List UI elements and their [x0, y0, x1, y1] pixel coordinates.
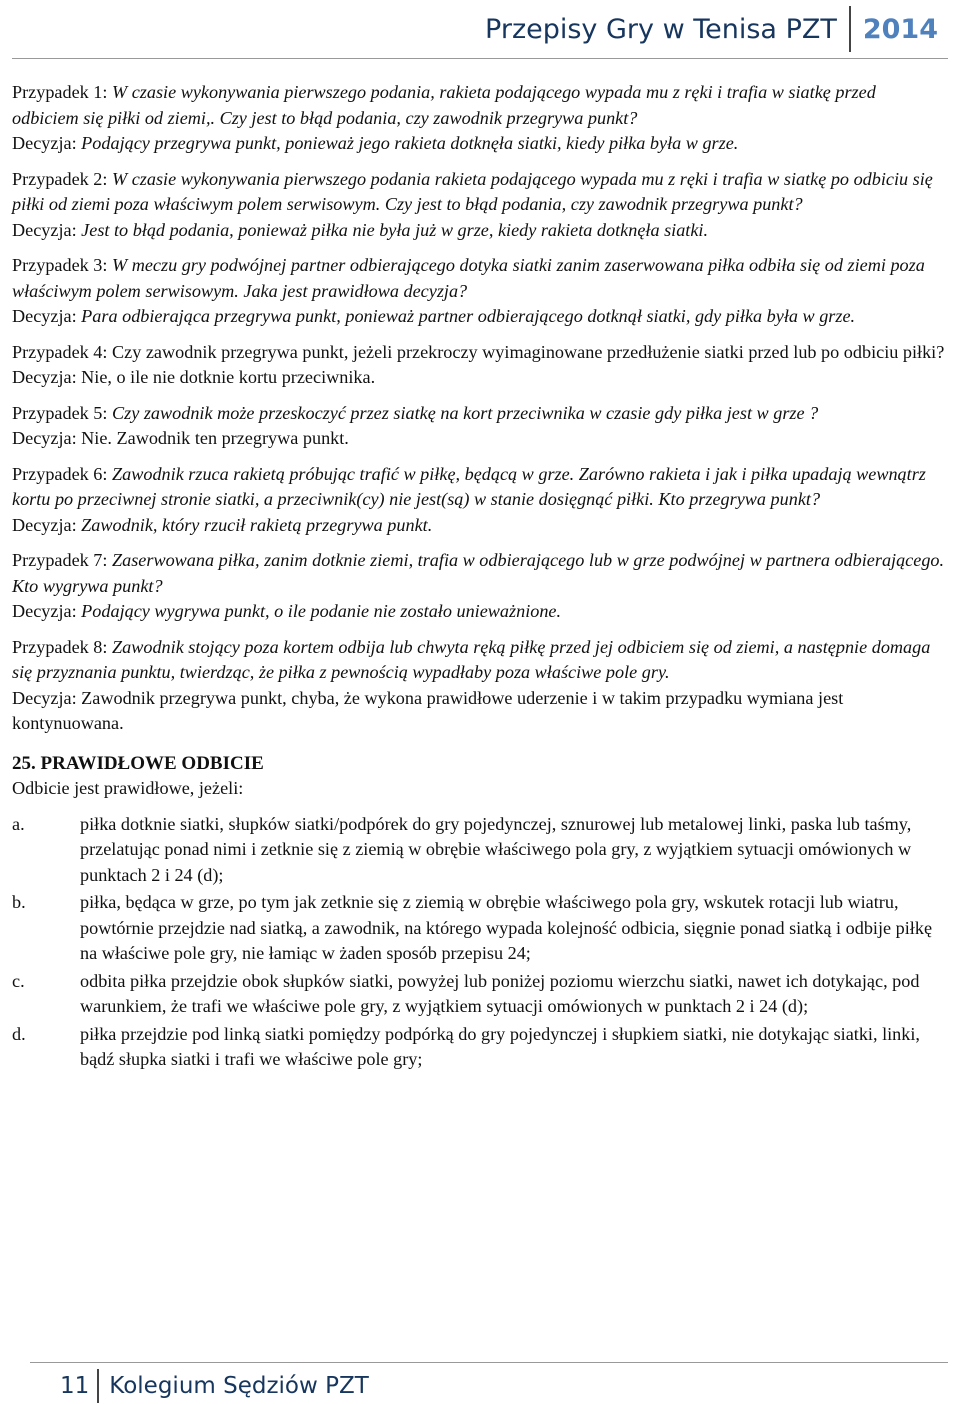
case-question-text: W czasie wykonywania pierwszego podania, rakieta podającego wypada mu z ręki i trafia w siatkę przed odbiciem się piłki od ziemi,. Czy jest to błąd podania, czy zawodnik przegrywa punkt?	[12, 82, 876, 128]
case-question	[12, 548, 946, 599]
decision-label: Decyzja:	[12, 367, 77, 387]
case-decision	[12, 304, 946, 330]
case-decision	[12, 131, 946, 157]
case-question	[12, 462, 946, 513]
case-decision	[12, 599, 946, 625]
decision-text: Podający wygrywa punkt, o ile podanie nie zostało unieważnione.	[81, 601, 562, 621]
decision-text: Jest to błąd podania, ponieważ piłka nie była już w grze, kiedy rakieta dotknęła siatki.	[81, 219, 709, 240]
page-header	[485, 0, 938, 58]
list-item	[12, 969, 946, 1020]
decision-text: Podający przegrywa punkt, ponieważ jego rakieta dotknęła siatki, kiedy piłka była w grze.	[81, 133, 739, 153]
case-title: Przypadek 8:	[12, 636, 108, 657]
case-question-text: W meczu gry podwójnej partner odbierającego dotyka siatki zanim zaserwowana piłka odbiła się od ziemi poza właściwym polem serwisowym. Jaka jest prawidłowa decyzja?	[12, 255, 925, 301]
case-question	[12, 401, 946, 427]
decision-label: Decyzja:	[12, 306, 77, 326]
case-title: Przypadek 3:	[12, 255, 108, 275]
decision-text: Zawodnik przegrywa punkt, chyba, że wykona prawidłowe uderzenie i w takim przypadku wymiana jest kontynuowana.	[12, 687, 844, 733]
list-item-text: piłka przejdzie pod linką siatki pomiędzy podpórką do gry pojedynczej i słupkiem siatki, nie dotykając siatki, linki, bądź słupka siatki i trafi we właściwe pole gry;	[80, 1023, 920, 1069]
case-decision	[12, 365, 946, 391]
case-question	[12, 253, 946, 304]
case-title: Przypadek 1:	[12, 82, 108, 102]
case-question-text: Zaserwowana piłka, zanim dotknie ziemi, trafia w odbierającego lub w grze podwójnej w partnera odbierającego. Kto wygrywa punkt?	[12, 550, 945, 596]
case-title: Przypadek 4:	[12, 341, 108, 362]
case-question-text: Czy zawodnik może przeskoczyć przez siatkę na kort przeciwnika w czasie gdy piłka jest w grze ?	[112, 402, 819, 423]
case-1	[12, 80, 946, 157]
document-body	[12, 80, 946, 1075]
section-heading: 25. PRAWIDŁOWE ODBICIE	[12, 752, 264, 774]
case-2	[12, 167, 946, 244]
case-title: Przypadek 2:	[12, 168, 108, 189]
case-8	[12, 635, 946, 737]
header-title: Przepisy Gry w Tenisa PZT	[485, 13, 837, 45]
list-item-text: odbita piłka przejdzie obok słupków siatki, powyżej lub poniżej poziomu wierzchu siatki, nawet ich dotykając, pod warunkiem, że trafi we właściwe pole gry, z wyjątkiem sytuacji omówionych w punktach 2 i 24 (d);	[80, 970, 920, 1016]
case-question	[12, 167, 946, 218]
footer-content	[60, 1368, 369, 1404]
list-item	[12, 1022, 946, 1073]
list-marker: c.	[12, 970, 25, 991]
header-divider	[12, 58, 948, 59]
case-title: Przypadek 6:	[12, 463, 108, 484]
decision-text: Zawodnik, który rzucił rakietą przegrywa punkt.	[81, 514, 433, 535]
decision-label: Decyzja:	[12, 601, 77, 621]
decision-label: Decyzja:	[12, 687, 77, 708]
case-3	[12, 253, 946, 330]
list-item	[12, 812, 946, 889]
decision-label: Decyzja:	[12, 219, 77, 240]
list-marker: b.	[12, 892, 26, 912]
header-year: 2014	[862, 13, 938, 45]
footer-divider	[30, 1362, 948, 1363]
case-5	[12, 401, 946, 452]
case-question	[12, 340, 946, 366]
case-decision	[12, 686, 946, 737]
case-7	[12, 548, 946, 625]
case-question	[12, 80, 946, 131]
case-decision	[12, 218, 946, 244]
case-question-text: Zawodnik stojący poza kortem odbija lub chwyta ręką piłkę przed jej odbiciem się od ziemi, a następnie domaga się przyznania punktu, twierdząc, że piłka z pewnością wypadłaby poza właściwe pole gry.	[12, 636, 931, 682]
list-item-text: piłka dotknie siatki, słupków siatki/podpórek do gry pojedynczej, sznurowej lub metalowej linki, paska lub taśmy, przelatując ponad nimi i zetknie się z ziemią w obrębie właściwego pola gry, z wyjątkiem sytuacji omówionych w punktach 2 i 24 (d);	[80, 813, 912, 885]
rule-list	[12, 812, 946, 1073]
case-6	[12, 462, 946, 539]
case-decision	[12, 426, 946, 452]
case-question-text: Czy zawodnik przegrywa punkt, jeżeli przekroczy wyimaginowane przedłużenie siatki przed lub po odbiciu piłki?	[112, 341, 945, 362]
case-question-text: W czasie wykonywania pierwszego podania rakieta podającego wypada mu z ręki i trafia w siatkę po odbiciu się piłki od ziemi poza właściwym polem serwisowym. Czy jest to błąd podania, czy zawodnik przegrywa punkt?	[12, 168, 933, 214]
case-title: Przypadek 5:	[12, 402, 108, 423]
decision-label: Decyzja:	[12, 514, 77, 535]
decision-label: Decyzja:	[12, 133, 77, 153]
case-title: Przypadek 7:	[12, 550, 108, 570]
page-footer	[30, 1362, 948, 1404]
decision-label: Decyzja:	[12, 428, 77, 448]
decision-text: Para odbierająca przegrywa punkt, ponieważ partner odbierającego dotknął siatki, gdy piłka była w grze.	[81, 306, 856, 326]
case-question-text: Zawodnik rzuca rakietą próbując trafić w piłkę, będącą w grze. Zarówno rakieta i jak i piłka upadają wewnątrz kortu po przeciwnej stronie siatki, a przeciwnik(cy) nie jest(są) w stanie dosięgnąć piłki. Kto przegrywa punkt?	[12, 463, 926, 509]
list-item-text: piłka, będąca w grze, po tym jak zetknie się z ziemią w obrębie właściwego pola gry, wskutek rotacji lub wiatru, powtórnie przejdzie nad siatką, a zawodnik, na którego wypada kolejność odbicia, sięgnie ponad siatką i odbije piłkę na właściwe pole gry, nie łamiąc w żaden sposób przepisu 24;	[80, 892, 933, 963]
decision-text: Nie, o ile nie dotknie kortu przeciwnika.	[81, 367, 376, 387]
page-number: 11	[60, 1373, 90, 1399]
list-item	[12, 890, 946, 967]
list-marker: a.	[12, 813, 25, 834]
case-4	[12, 340, 946, 391]
footer-organization: Kolegium Sędziów PZT	[109, 1373, 369, 1399]
list-marker: d.	[12, 1023, 26, 1044]
decision-text: Nie. Zawodnik ten przegrywa punkt.	[81, 428, 349, 448]
case-question	[12, 635, 946, 686]
case-decision	[12, 513, 946, 539]
section-intro: Odbicie jest prawidłowe, jeżeli:	[12, 778, 244, 798]
